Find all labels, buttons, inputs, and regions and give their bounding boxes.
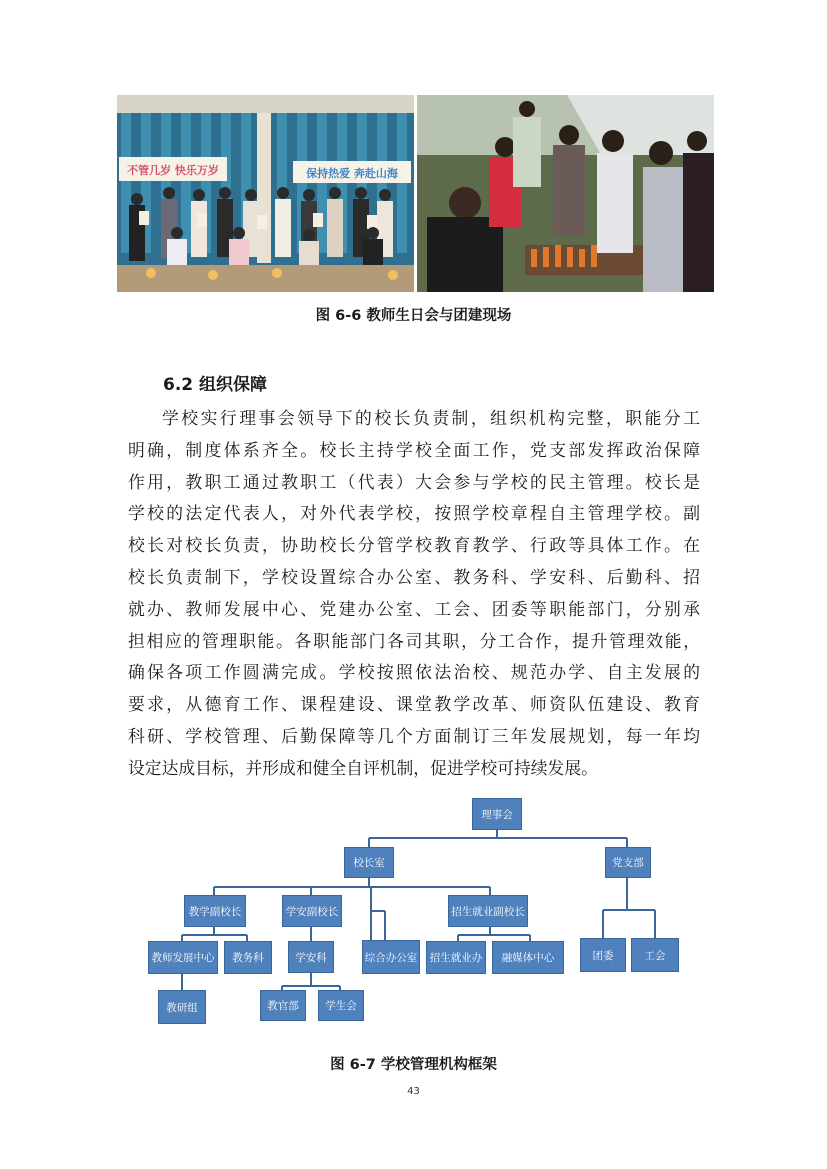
org-node-principal-office: 校长室: [344, 847, 394, 878]
org-node-research-group: 教研组: [158, 990, 206, 1024]
org-node-media-center: 融媒体中心: [492, 941, 564, 974]
org-node-enrollment-office: 招生就业办: [426, 941, 486, 974]
banner-right-text: 保持热爱 奔赴山海: [306, 167, 398, 180]
org-node-discipline-dept: 教官部: [260, 990, 306, 1021]
org-node-academic-affairs: 教务科: [224, 941, 272, 974]
org-node-student-union: 学生会: [318, 990, 364, 1021]
paragraph-line: 科研、学校管理、后勤保障等几个方面制订三年发展规划，每一年均: [128, 725, 700, 746]
page-number: 43: [407, 1086, 420, 1097]
banner-left-text: 不管几岁 快乐万岁: [127, 164, 219, 177]
org-chart: [140, 790, 700, 1040]
paragraph-line: 作用，教职工通过教职工（代表）大会参与学校的民主管理。校长是: [128, 471, 700, 492]
org-node-board: 理事会: [472, 798, 522, 830]
paragraph-line: 明确，制度体系齐全。校长主持学校全面工作，党支部发挥政治保障: [128, 439, 700, 460]
paragraph-line: 就办、教师发展中心、党建办公室、工会、团委等职能部门，分别承: [128, 598, 700, 619]
org-node-teacher-development: 教师发展中心: [148, 941, 218, 974]
paragraph-line: 校长负责制下，学校设置综合办公室、教务科、学安科、后勤科、招: [128, 566, 700, 587]
org-node-general-office: 综合办公室: [362, 940, 420, 974]
org-node-youth-league: 团委: [580, 938, 626, 972]
org-node-union: 工会: [631, 938, 679, 972]
section-paragraph: [128, 403, 700, 785]
team-building-photo: [417, 95, 714, 292]
org-node-vp-enrollment: 招生就业副校长: [448, 895, 528, 927]
paragraph-line: 设定达成目标，并形成和健全自评机制，促进学校可持续发展。: [128, 757, 598, 778]
org-node-vp-safety: 学安副校长: [282, 895, 342, 927]
paragraph-line: 学校的法定代表人，对外代表学校，按照学校章程自主管理学校。副: [128, 503, 700, 524]
org-node-party-branch: 党支部: [605, 847, 651, 878]
org-node-student-safety: 学安科: [288, 941, 334, 973]
org-node-vp-teaching: 教学副校长: [184, 895, 246, 927]
birthday-party-photo: [117, 95, 414, 292]
figure-6-7-caption: 图 6-7 学校管理机构框架: [330, 1057, 497, 1073]
section-heading: 6.2 组织保障: [163, 375, 268, 395]
paragraph-line: 校长对校长负责，协助校长分管学校教育教学、行政等具体工作。在: [128, 535, 700, 556]
paragraph-line: 确保各项工作圆满完成。学校按照依法治校、规范办学、自主发展的: [128, 662, 700, 683]
figure-6-6-caption: 图 6-6 教师生日会与团建现场: [315, 308, 512, 324]
paragraph-line: 担相应的管理职能。各职能部门各司其职，分工合作，提升管理效能，: [128, 630, 700, 651]
paragraph-line: 学校实行理事会领导下的校长负责制，组织机构完整，职能分工: [162, 408, 700, 428]
paragraph-line: 要求，从德育工作、课程建设、课堂教学改革、师资队伍建设、教育: [128, 694, 700, 715]
